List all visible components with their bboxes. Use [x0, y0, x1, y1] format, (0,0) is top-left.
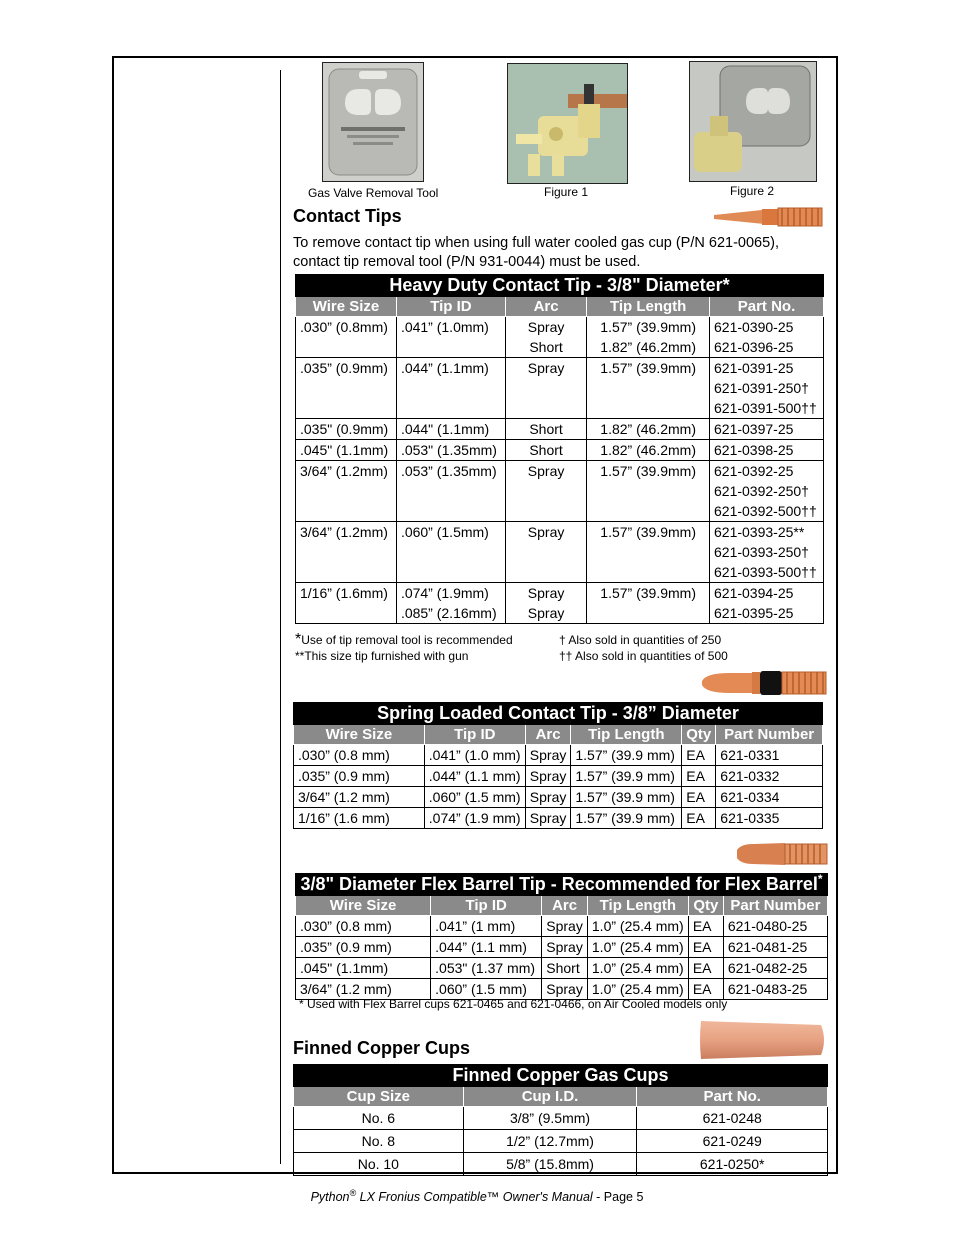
- tip-id-cell: [396, 522, 505, 583]
- wire-size-cell: .030” (0.8 mm): [294, 745, 425, 766]
- arc-cell: [505, 317, 586, 358]
- qty-cell: EA: [688, 916, 723, 937]
- arc-cell: Spray: [525, 808, 571, 829]
- table-row: [296, 461, 824, 522]
- part-number-cell-line: 621-0398-25: [714, 442, 794, 458]
- tool-caption: Gas Valve Removal Tool: [308, 186, 439, 200]
- column-header: Tip ID: [431, 896, 542, 916]
- tip-length-cell: 1.0” (25.4 mm): [587, 916, 688, 937]
- part-number-cell-line: 621-0395-25: [714, 605, 794, 621]
- part-number-cell: [710, 461, 824, 522]
- tip-id-cell-line: .053" (1.35mm): [400, 442, 497, 458]
- tip-length-cell: [587, 419, 710, 440]
- part-number-cell-line: 621-0391-250†: [714, 380, 809, 396]
- arc-cell: Spray: [525, 766, 571, 787]
- qty-cell: EA: [688, 958, 723, 979]
- arc-cell-line: Short: [529, 442, 563, 458]
- column-header: Arc: [525, 725, 571, 745]
- wire-size-cell: 3/64” (1.2 mm): [296, 979, 431, 1000]
- part-number-cell: 621-0334: [716, 787, 823, 808]
- part-number-cell: 621-0480-25: [723, 916, 827, 937]
- tip-length-cell: [587, 317, 710, 358]
- tip-length-cell: [587, 440, 710, 461]
- part-number-cell: 621-0249: [637, 1130, 828, 1153]
- finned-cups-title: Finned Copper Gas Cups: [294, 1065, 828, 1087]
- table-row: [296, 583, 824, 624]
- table-row: [296, 522, 824, 583]
- tip-id-cell: .041” (1.0 mm): [424, 745, 525, 766]
- column-divider: [280, 70, 281, 1164]
- column-header: Tip Length: [571, 725, 682, 745]
- finned-cups-heading: Finned Copper Cups: [293, 1038, 470, 1058]
- tip-length-cell: 1.57” (39.9 mm): [571, 808, 682, 829]
- tip-id-cell-line: .044” (1.1mm): [400, 360, 489, 376]
- arc-cell-line: Short: [529, 339, 563, 355]
- column-header: Cup I.D.: [463, 1087, 637, 1107]
- column-header: Arc: [505, 297, 586, 317]
- column-header: Wire Size: [294, 725, 425, 745]
- column-header: Qty: [688, 896, 723, 916]
- tip-length-cell-line: 1.57” (39.9mm): [600, 585, 696, 601]
- footer-reg: ®: [349, 1187, 357, 1198]
- wire-size-cell: .030” (0.8 mm): [296, 916, 431, 937]
- part-number-cell: [710, 317, 824, 358]
- tip-length-cell: [587, 358, 710, 419]
- heavy-duty-note-4: †† Also sold in quantities of 500: [559, 649, 728, 663]
- column-header: Part No.: [637, 1087, 828, 1107]
- arc-cell: Spray: [525, 787, 571, 808]
- column-header: Wire Size: [296, 297, 397, 317]
- part-number-cell: 621-0248: [637, 1107, 828, 1130]
- part-number-cell-line: 621-0394-25: [714, 585, 794, 601]
- table-row: [296, 419, 824, 440]
- wire-size-cell: .035” (0.9 mm): [296, 937, 431, 958]
- arc-cell: [505, 522, 586, 583]
- part-number-cell-line: 621-0393-250†: [714, 544, 809, 560]
- wire-size-cell: .045" (1.1mm): [296, 440, 397, 461]
- wire-size-cell: 1/16” (1.6 mm): [294, 808, 425, 829]
- tip-id-cell: .041” (1 mm): [431, 916, 542, 937]
- tip-id-cell-line: .060” (1.5mm): [400, 524, 489, 540]
- table-row: [296, 440, 824, 461]
- table-row: [296, 358, 824, 419]
- contact-tips-heading: Contact Tips: [293, 206, 402, 226]
- tip-id-cell: [396, 317, 505, 358]
- page-footer: [0, 1187, 954, 1204]
- qty-cell: EA: [682, 745, 716, 766]
- wire-size-cell: .045" (1.1mm): [296, 958, 431, 979]
- tip-length-cell: 1.0” (25.4 mm): [587, 958, 688, 979]
- footer-title: LX Fronius Compatible™ Owner's Manual: [356, 1190, 593, 1204]
- tip-id-cell: [396, 358, 505, 419]
- heavy-duty-note-3: † Also sold in quantities of 250: [559, 633, 722, 647]
- arc-cell: Short: [542, 958, 588, 979]
- flex-barrel-note: * Used with Flex Barrel cups 621-0465 and 621-0466, on Air Cooled models only: [299, 997, 728, 1011]
- finned-cups-table: [293, 1064, 828, 1176]
- arc-cell-line: Spray: [527, 585, 565, 601]
- wire-size-cell: 3/64” (1.2mm): [296, 461, 397, 522]
- figure-1-caption: Figure 1: [544, 185, 589, 199]
- part-number-cell: [710, 358, 824, 419]
- footer-brand: Python: [310, 1190, 350, 1204]
- arc-cell: [505, 583, 586, 624]
- arc-cell: [505, 358, 586, 419]
- column-header: Part Number: [716, 725, 823, 745]
- tip-id-cell-line: .053” (1.35mm): [400, 463, 497, 479]
- finned-cup-photo: [697, 1015, 829, 1065]
- tip-length-cell: [587, 583, 710, 624]
- arc-cell: Spray: [525, 745, 571, 766]
- arc-cell: [505, 440, 586, 461]
- part-number-cell-line: 621-0396-25: [714, 339, 794, 355]
- part-number-cell-line: 621-0391-25: [714, 360, 794, 376]
- column-header: Tip Length: [587, 896, 688, 916]
- heavy-duty-tip-table: [295, 274, 824, 624]
- contact-tips-paragraph: To remove contact tip when using full water cooled gas cup (P/N 621-0065), contact tip removal tool (P/N 931-0044) must be used.: [293, 235, 780, 270]
- part-number-cell-line: 621-0397-25: [714, 421, 794, 437]
- tip-id-cell-line: .041” (1.0mm): [400, 319, 489, 335]
- tip-id-cell: .044” (1.1 mm): [424, 766, 525, 787]
- footer-page: - Page 5: [592, 1190, 644, 1204]
- table-row: [294, 766, 823, 787]
- arc-cell-line: Spray: [527, 605, 565, 621]
- part-number-cell-line: 621-0392-250†: [714, 483, 809, 499]
- heavy-duty-note-1: *Use of tip removal tool is recommended: [295, 631, 513, 648]
- arc-cell-line: Spray: [527, 463, 565, 479]
- part-number-cell-line: 621-0392-500††: [714, 503, 817, 519]
- qty-cell: EA: [688, 979, 723, 1000]
- tip-length-cell-line: 1.57” (39.9mm): [600, 360, 696, 376]
- arc-cell-line: Spray: [527, 524, 565, 540]
- tip-length-cell-line: 1.82” (46.2mm): [600, 442, 696, 458]
- part-number-cell: 621-0483-25: [723, 979, 827, 1000]
- column-header: Tip ID: [424, 725, 525, 745]
- part-number-cell: 621-0482-25: [723, 958, 827, 979]
- tip-id-cell: .060” (1.5 mm): [431, 979, 542, 1000]
- column-header: Qty: [682, 725, 716, 745]
- column-header: Part No.: [710, 297, 824, 317]
- tip-length-cell-line: 1.57” (39.9mm): [600, 463, 696, 479]
- tip-length-cell: 1.0” (25.4 mm): [587, 937, 688, 958]
- contact-tip-photo: [712, 204, 824, 230]
- table-row: [294, 808, 823, 829]
- part-number-cell: 621-0332: [716, 766, 823, 787]
- part-number-cell-line: 621-0392-25: [714, 463, 794, 479]
- tip-id-cell: [396, 419, 505, 440]
- cup-size-cell: No. 8: [294, 1130, 464, 1153]
- tip-length-cell: 1.0” (25.4 mm): [587, 979, 688, 1000]
- arc-cell-line: Spray: [527, 319, 565, 335]
- tip-length-cell: 1.57” (39.9 mm): [571, 787, 682, 808]
- figure-2-caption: Figure 2: [730, 184, 775, 198]
- tip-length-cell: 1.57” (39.9 mm): [571, 766, 682, 787]
- cup-id-cell: 5/8” (15.8mm): [463, 1153, 637, 1176]
- tip-id-cell: .044” (1.1 mm): [431, 937, 542, 958]
- wire-size-cell: .035” (0.9 mm): [294, 766, 425, 787]
- qty-cell: EA: [688, 937, 723, 958]
- tip-id-cell: [396, 461, 505, 522]
- arc-cell: Spray: [542, 916, 588, 937]
- part-number-cell: [710, 522, 824, 583]
- qty-cell: EA: [682, 766, 716, 787]
- column-header: Tip ID: [396, 297, 505, 317]
- gas-valve-tool-photo: [322, 62, 424, 182]
- tip-length-cell: 1.57” (39.9 mm): [571, 745, 682, 766]
- part-number-cell-line: 621-0391-500††: [714, 400, 817, 416]
- tip-id-cell: .074” (1.9 mm): [424, 808, 525, 829]
- tip-length-cell-line: 1.82” (46.2mm): [600, 339, 696, 355]
- wire-size-cell: .035" (0.9mm): [296, 419, 397, 440]
- heavy-duty-title: Heavy Duty Contact Tip - 3/8" Diameter*: [296, 275, 824, 297]
- tip-length-cell-line: 1.57” (39.9mm): [600, 524, 696, 540]
- table-row: [296, 958, 828, 979]
- part-number-cell-line: 621-0393-25**: [714, 524, 805, 540]
- tip-id-cell: .060” (1.5 mm): [424, 787, 525, 808]
- tip-length-cell: [587, 522, 710, 583]
- flex-barrel-title: [296, 874, 828, 896]
- flex-barrel-tip-photo: [733, 838, 829, 870]
- column-header: Cup Size: [294, 1087, 464, 1107]
- cup-id-cell: 1/2” (12.7mm): [463, 1130, 637, 1153]
- wire-size-cell: 3/64” (1.2 mm): [294, 787, 425, 808]
- column-header: Tip Length: [587, 297, 710, 317]
- tip-id-cell-line: .085” (2.16mm): [400, 605, 497, 621]
- tip-length-cell-line: 1.82” (46.2mm): [600, 421, 696, 437]
- tip-length-cell-line: 1.57” (39.9mm): [600, 319, 696, 335]
- part-number-cell: 621-0331: [716, 745, 823, 766]
- spring-loaded-tip-table: [293, 702, 823, 829]
- wire-size-cell: .035” (0.9mm): [296, 358, 397, 419]
- part-number-cell-line: 621-0390-25: [714, 319, 794, 335]
- tip-id-cell-line: .044" (1.1mm): [400, 421, 490, 437]
- arc-cell: [505, 461, 586, 522]
- flex-barrel-tip-table: [295, 873, 828, 1000]
- table-row: [294, 787, 823, 808]
- flex-barrel-title-mark: *: [817, 872, 823, 886]
- note-1-text: Use of tip removal tool is recommended: [301, 633, 513, 647]
- tip-id-cell: [396, 583, 505, 624]
- spring-loaded-tip-photo: [700, 667, 828, 699]
- table-row: [296, 317, 824, 358]
- part-number-cell: 621-0481-25: [723, 937, 827, 958]
- figure-2-photo: [689, 61, 817, 182]
- tip-length-cell: [587, 461, 710, 522]
- table-row: [294, 745, 823, 766]
- tip-id-cell: .053" (1.37 mm): [431, 958, 542, 979]
- spring-loaded-title: Spring Loaded Contact Tip - 3/8” Diameter: [294, 703, 823, 725]
- flex-barrel-title-text: 3/8" Diameter Flex Barrel Tip - Recommended for Flex Barrel: [300, 874, 818, 894]
- figure-1-photo: [507, 63, 628, 184]
- qty-cell: EA: [682, 808, 716, 829]
- table-row: [296, 937, 828, 958]
- part-number-cell: [710, 419, 824, 440]
- wire-size-cell: 3/64” (1.2mm): [296, 522, 397, 583]
- table-row: [296, 916, 828, 937]
- arc-cell-line: Spray: [527, 360, 565, 376]
- table-row: [294, 1107, 828, 1130]
- part-number-cell: 621-0335: [716, 808, 823, 829]
- arc-cell: Spray: [542, 937, 588, 958]
- heavy-duty-note-2: **This size tip furnished with gun: [295, 649, 469, 663]
- column-header: Part Number: [723, 896, 827, 916]
- part-number-cell: [710, 440, 824, 461]
- wire-size-cell: .030” (0.8mm): [296, 317, 397, 358]
- table-row: [294, 1153, 828, 1176]
- column-header: Arc: [542, 896, 588, 916]
- column-header: Wire Size: [296, 896, 431, 916]
- wire-size-cell: 1/16” (1.6mm): [296, 583, 397, 624]
- cup-id-cell: 3/8” (9.5mm): [463, 1107, 637, 1130]
- tip-id-cell: [396, 440, 505, 461]
- part-number-cell: 621-0250*: [637, 1153, 828, 1176]
- arc-cell: Spray: [542, 979, 588, 1000]
- cup-size-cell: No. 6: [294, 1107, 464, 1130]
- table-row: [294, 1130, 828, 1153]
- tip-id-cell-line: .074” (1.9mm): [400, 585, 489, 601]
- part-number-cell-line: 621-0393-500††: [714, 564, 817, 580]
- part-number-cell: [710, 583, 824, 624]
- qty-cell: EA: [682, 787, 716, 808]
- arc-cell: [505, 419, 586, 440]
- arc-cell-line: Short: [529, 421, 563, 437]
- cup-size-cell: No. 10: [294, 1153, 464, 1176]
